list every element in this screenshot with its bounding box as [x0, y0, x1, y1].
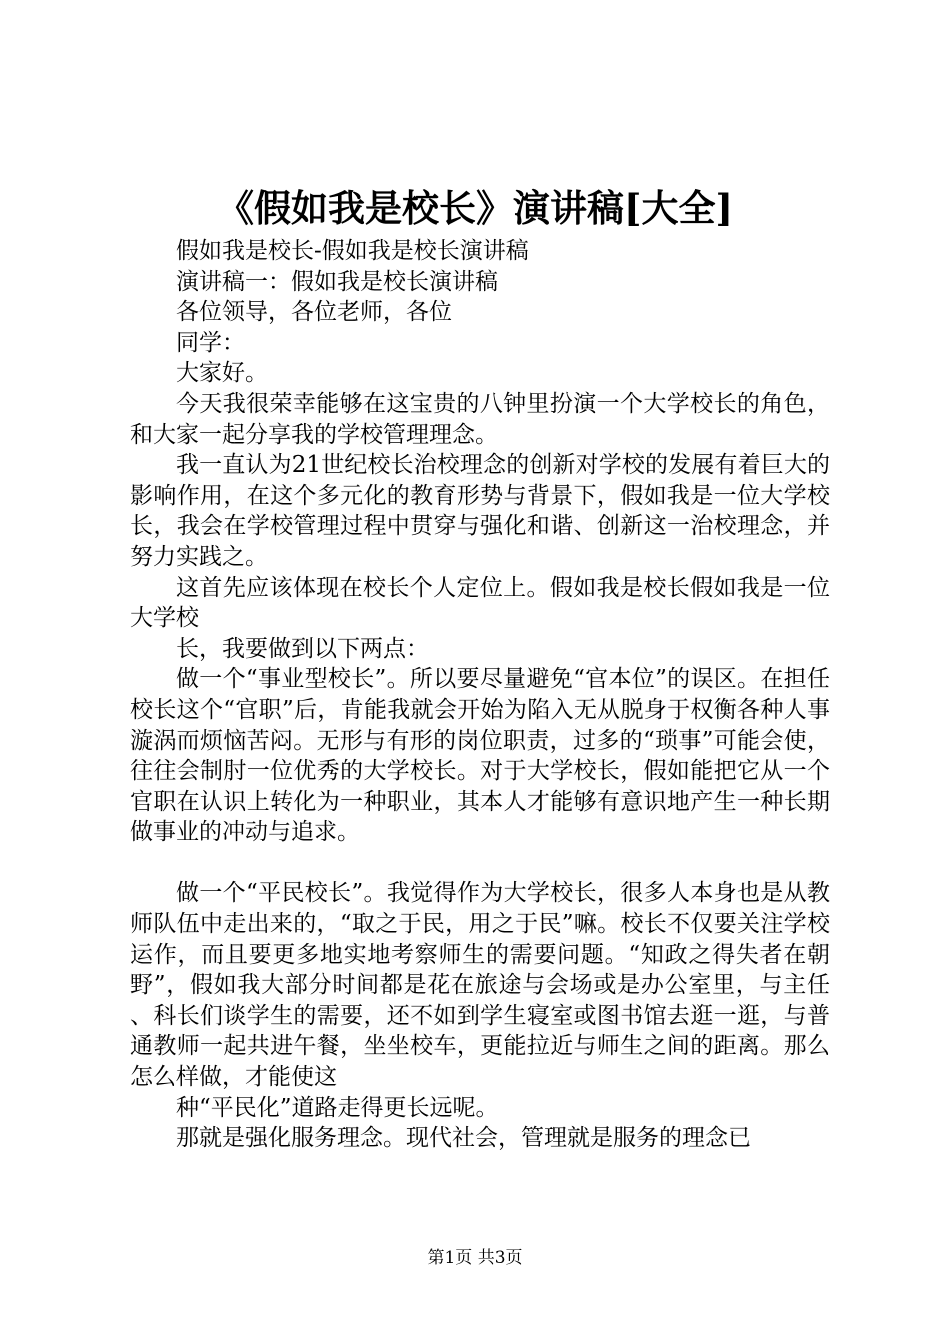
paragraph: 种“平民化”道路走得更长远呢。	[176, 1094, 499, 1121]
paragraph: 今天我很荣幸能够在这宝贵的八钟里扮演一个大学校长的角色，和大家一起分享我的学校管理理念。	[130, 390, 830, 448]
page-footer: 第1页 共3页	[427, 1248, 523, 1268]
paragraph: 做一个“平民校长”。我觉得作为大学校长，很多人本身也是从教师队伍中走出来的，“取之于民，用之于民”嘛。校长不仅要关注学校运作，而且要更多地实地考察师生的需要问题。“知政之得失者在朝野”，假如我大部分时间都是花在旅途与会场或是办公室里，与主任、科长们谈学生的需要，还不如到学生寝室或图书馆去逛一逛，与普通教师一起共进午餐，坐坐校车，更能拉近与师生之间的距离。那么怎么样做，才能使这	[130, 880, 830, 1091]
paragraph: 长，我要做到以下两点：	[176, 635, 429, 662]
paragraph: 那就是强化服务理念。现代社会，管理就是服务的理念已	[176, 1125, 751, 1152]
document-title: 《假如我是校长》演讲稿[大全]	[216, 186, 733, 230]
blank-line	[130, 848, 830, 879]
paragraph: 同学：	[176, 329, 245, 356]
paragraph: 大家好。	[176, 360, 268, 387]
paragraph: 做一个“事业型校长”。所以要尽量避免“官本位”的误区。在担任校长这个“官职”后，肯能我就会开始为陷入无从脱身于权衡各种人事漩涡而烦恼苦闷。无形与有形的岗位职责，过多的“琐事”可能会使，往往会制肘一位优秀的大学校长。对于大学校长，假如能把它从一个官职在认识上转化为一种职业，其本人才能够有意识地产生一种长期做事业的冲动与追求。	[130, 666, 830, 846]
paragraph: 假如我是校长-假如我是校长演讲稿	[176, 238, 529, 264]
document-body	[130, 236, 830, 1154]
paragraph: 各位领导，各位老师，各位	[176, 299, 452, 326]
paragraph: 演讲稿一：假如我是校长演讲稿	[176, 268, 498, 295]
paragraph: 我一直认为21世纪校长治校理念的创新对学校的发展有着巨大的影响作用，在这个多元化的教育形势与背景下，假如我是一位大学校长，我会在学校管理过程中贯穿与强化和谐、创新这一治校理念，并努力实践之。	[130, 452, 830, 570]
paragraph: 这首先应该体现在校长个人定位上。假如我是校长假如我是一位大学校	[130, 574, 830, 632]
